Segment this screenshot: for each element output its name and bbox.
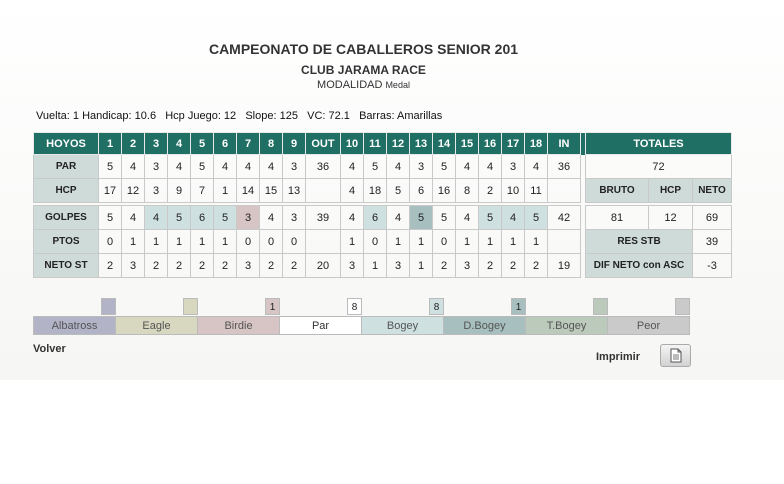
score-cell: 18: [364, 179, 387, 203]
score-row-ptos: [34, 230, 732, 254]
score-cell: 4: [502, 206, 525, 230]
score-cell: 3: [387, 254, 410, 278]
score-cell: 5: [364, 155, 387, 179]
legend-d-bogey: D.Bogey: [443, 316, 526, 335]
score-cell: 2: [479, 179, 502, 203]
score-cell: 1: [122, 230, 145, 254]
score-cell: 0: [99, 230, 122, 254]
score-legend: [33, 298, 690, 336]
score-cell: 1: [479, 230, 502, 254]
hole-number: 16: [479, 133, 502, 155]
legend-count: [593, 298, 608, 315]
hole-number: 15: [456, 133, 479, 155]
score-cell: 2: [433, 254, 456, 278]
club-name: CLUB JARAMA RACE: [301, 63, 426, 77]
score-cell: 9: [168, 179, 191, 203]
dif-neto-value: -3: [693, 254, 732, 278]
score-cell: 1: [456, 230, 479, 254]
score-cell: 3: [410, 155, 433, 179]
hole-number: 4: [168, 133, 191, 155]
score-cell: 1: [145, 230, 168, 254]
score-cell: 4: [122, 206, 145, 230]
legend-count: [183, 298, 198, 315]
score-row-par: [34, 155, 732, 179]
championship-title: CAMPEONATO DE CABALLEROS SENIOR 201: [208, 41, 519, 57]
score-cell: 0: [283, 230, 306, 254]
score-cell: 1: [502, 230, 525, 254]
score-cell: 4: [168, 155, 191, 179]
score-cell: 4: [145, 206, 168, 230]
par-total: 72: [586, 155, 732, 179]
score-cell: 4: [237, 155, 260, 179]
hole-number: 11: [364, 133, 387, 155]
score-cell: 1: [214, 230, 237, 254]
score-cell: 4: [387, 155, 410, 179]
legend-birdie: Birdie: [197, 316, 280, 335]
score-cell: 0: [433, 230, 456, 254]
row-label: PAR: [34, 155, 99, 179]
row-label: NETO ST: [34, 254, 99, 278]
score-cell: 6: [410, 179, 433, 203]
hoyos-label: HOYOS: [34, 133, 99, 155]
res-stb-label: RES STB: [586, 230, 693, 254]
score-cell: 3: [145, 155, 168, 179]
score-cell: 4: [341, 155, 364, 179]
score-cell: 3: [283, 155, 306, 179]
score-cell: 19: [548, 254, 581, 278]
score-cell: 5: [479, 206, 502, 230]
score-cell: 20: [306, 254, 341, 278]
hole-number: 3: [145, 133, 168, 155]
legend-count: 1: [511, 298, 526, 315]
score-cell: 8: [456, 179, 479, 203]
score-cell: 1: [525, 230, 548, 254]
score-cell: 0: [364, 230, 387, 254]
score-cell: 5: [214, 206, 237, 230]
neto-label: NETO: [693, 179, 732, 203]
row-label: HCP: [34, 179, 99, 203]
score-cell: 1: [387, 230, 410, 254]
hole-number: 6: [214, 133, 237, 155]
score-cell: 1: [364, 254, 387, 278]
score-cell: 6: [191, 206, 214, 230]
score-cell: 2: [283, 254, 306, 278]
score-cell: 3: [456, 254, 479, 278]
score-cell: 6: [364, 206, 387, 230]
hcp-label: HCP: [649, 179, 693, 203]
score-cell: 3: [122, 254, 145, 278]
score-cell: 1: [341, 230, 364, 254]
score-cell: 2: [502, 254, 525, 278]
score-cell: 3: [283, 206, 306, 230]
score-cell: 2: [479, 254, 502, 278]
score-cell: 2: [214, 254, 237, 278]
score-cell: [548, 179, 581, 203]
score-cell: 4: [387, 206, 410, 230]
score-cell: 4: [525, 155, 548, 179]
holes-header-row: [34, 133, 732, 155]
score-cell: 5: [433, 155, 456, 179]
score-cell: 4: [341, 179, 364, 203]
score-cell: 2: [168, 254, 191, 278]
legend-count: [101, 298, 116, 315]
round-info: Vuelta: 1 Handicap: 10.6 Hcp Juego: 12 Slope: 125 VC: 72.1 Barras: Amarillas: [36, 110, 443, 122]
legend-albatross: Albatross: [33, 316, 116, 335]
score-cell: 5: [525, 206, 548, 230]
score-cell: 4: [260, 206, 283, 230]
score-cell: 3: [237, 206, 260, 230]
score-cell: 36: [548, 155, 581, 179]
score-cell: 2: [525, 254, 548, 278]
hole-number: 12: [387, 133, 410, 155]
score-cell: 5: [99, 155, 122, 179]
neto-value: 69: [693, 206, 732, 230]
score-cell: 12: [122, 179, 145, 203]
row-label: GOLPES: [34, 206, 99, 230]
scorecard-table: [33, 132, 732, 278]
score-cell: 5: [99, 206, 122, 230]
score-cell: 1: [410, 230, 433, 254]
document-icon: [661, 345, 690, 366]
legend-count: 8: [429, 298, 444, 315]
imprimir-label[interactable]: Imprimir: [596, 351, 641, 363]
score-cell: 17: [99, 179, 122, 203]
score-cell: 14: [237, 179, 260, 203]
hole-number: 1: [99, 133, 122, 155]
score-cell: 4: [456, 155, 479, 179]
score-cell: 5: [433, 206, 456, 230]
hole-number: 18: [525, 133, 548, 155]
volver-link[interactable]: Volver: [33, 343, 66, 355]
score-row-hcp: [34, 179, 732, 203]
score-cell: 39: [306, 206, 341, 230]
hcp-value: 12: [649, 206, 693, 230]
score-cell: 4: [214, 155, 237, 179]
score-cell: 1: [191, 230, 214, 254]
score-cell: 7: [191, 179, 214, 203]
modalidad-value: Medal: [385, 80, 410, 90]
print-button[interactable]: [660, 344, 691, 367]
hole-number: 17: [502, 133, 525, 155]
legend-count: 1: [265, 298, 280, 315]
res-stb-value: 39: [693, 230, 732, 254]
score-cell: 4: [479, 155, 502, 179]
score-cell: 2: [99, 254, 122, 278]
modalidad-label: MODALIDAD: [317, 79, 383, 91]
legend-bogey: Bogey: [361, 316, 444, 335]
score-cell: [306, 179, 341, 203]
score-cell: 4: [456, 206, 479, 230]
hole-number: 7: [237, 133, 260, 155]
bruto-label: BRUTO: [586, 179, 649, 203]
score-cell: [548, 230, 581, 254]
score-cell: 0: [237, 230, 260, 254]
score-cell: 4: [260, 155, 283, 179]
score-cell: 1: [168, 230, 191, 254]
legend-peor: Peor: [607, 316, 690, 335]
score-cell: 3: [237, 254, 260, 278]
score-cell: 42: [548, 206, 581, 230]
score-cell: 2: [191, 254, 214, 278]
score-cell: 5: [387, 179, 410, 203]
legend-count: [675, 298, 690, 315]
score-cell: 2: [145, 254, 168, 278]
legend-eagle: Eagle: [115, 316, 198, 335]
legend-count: 8: [347, 298, 362, 315]
score-cell: 1: [410, 254, 433, 278]
hole-number: 8: [260, 133, 283, 155]
score-cell: 10: [502, 179, 525, 203]
score-cell: 4: [122, 155, 145, 179]
score-cell: 3: [502, 155, 525, 179]
score-cell: 1: [214, 179, 237, 203]
score-row-golpes: [34, 206, 732, 230]
score-cell: 16: [433, 179, 456, 203]
score-cell: 15: [260, 179, 283, 203]
hole-number: IN: [548, 133, 581, 155]
score-cell: 36: [306, 155, 341, 179]
score-cell: 13: [283, 179, 306, 203]
bruto-value: 81: [586, 206, 649, 230]
score-cell: 5: [191, 155, 214, 179]
score-cell: 5: [410, 206, 433, 230]
legend-t-bogey: T.Bogey: [525, 316, 608, 335]
score-cell: 4: [341, 206, 364, 230]
hole-number: 14: [433, 133, 456, 155]
score-cell: 3: [145, 179, 168, 203]
score-cell: 2: [260, 254, 283, 278]
hole-number: 2: [122, 133, 145, 155]
legend-par: Par: [279, 316, 362, 335]
score-cell: [306, 230, 341, 254]
score-row-neto-st: [34, 254, 732, 278]
score-cell: 3: [341, 254, 364, 278]
hole-number: 9: [283, 133, 306, 155]
hole-number: 13: [410, 133, 433, 155]
hole-number: OUT: [306, 133, 341, 155]
score-cell: 11: [525, 179, 548, 203]
dif-neto-label: DIF NETO con ASC: [586, 254, 693, 278]
modalidad-line: [0, 79, 727, 91]
row-label: PTOS: [34, 230, 99, 254]
score-cell: 0: [260, 230, 283, 254]
totales-label: TOTALES: [586, 133, 732, 155]
hole-number: 10: [341, 133, 364, 155]
score-cell: 5: [168, 206, 191, 230]
hole-number: 5: [191, 133, 214, 155]
